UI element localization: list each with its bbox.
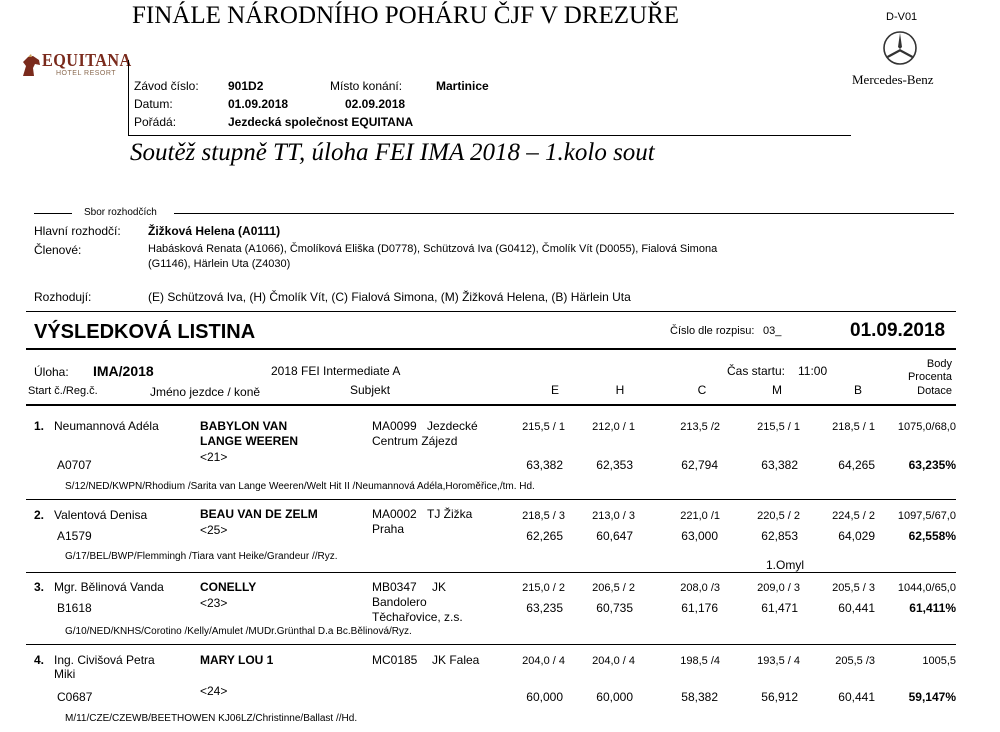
subject-code: MC0185 (372, 653, 418, 667)
score-b: 205,5 /3 (835, 655, 875, 667)
sponsor-name: Mercedes-Benz (852, 72, 934, 87)
percent-c: 58,382 (681, 690, 718, 704)
score-e: 204,0 / 4 (522, 655, 565, 667)
horse-name-line-1: CONELLY (200, 580, 257, 594)
members-line-2: (G1146), Härlein Uta (Z4030) (148, 258, 291, 270)
rider-name-line-2: Miki (54, 667, 76, 681)
zavod-label: Závod číslo: (134, 79, 199, 93)
percent-b: 60,441 (838, 601, 875, 615)
horse-number: <24> (200, 684, 228, 698)
judges-section-label: Sbor rozhodčích (84, 207, 157, 218)
reg-number: C0687 (57, 690, 93, 704)
results-header-rule (26, 404, 956, 406)
col-body-header: Body (926, 358, 952, 370)
total-points: 1005,5 (922, 655, 956, 667)
horse-number: <21> (200, 450, 228, 464)
score-e: 215,5 / 1 (522, 421, 565, 433)
col-start-header: Start č./Reg.č. (28, 385, 98, 397)
final-percent: 63,235% (908, 458, 956, 472)
subject-line-1: JK Falea (432, 653, 480, 667)
row-divider (26, 572, 956, 573)
deciding-judges: (E) Schützová Iva, (H) Čmolík Vít, (C) Fialová Simona, (M) Žižková Helena, (B) Härlein Uta (148, 290, 631, 304)
col-b-header: B (853, 383, 862, 397)
subject-code: MB0347 (372, 580, 417, 594)
chief-judge-label: Hlavní rozhodčí: (34, 224, 121, 238)
rider-name: Valentová Denisa (54, 508, 148, 522)
score-h: 206,5 / 2 (592, 582, 635, 594)
score-e: 218,5 / 3 (522, 510, 565, 522)
misto-label: Místo konání: (330, 79, 403, 93)
score-c: 208,0 /3 (680, 582, 720, 594)
error-note: 1.Omyl (766, 558, 805, 572)
col-subject-header: Subjekt (350, 383, 391, 397)
percent-m: 63,382 (761, 458, 798, 472)
percent-b: 60,441 (838, 690, 875, 704)
percent-e: 62,265 (526, 529, 563, 543)
rozpis-label: Číslo dle rozpisu: (670, 325, 755, 337)
poradatel-label: Pořádá: (134, 115, 177, 129)
rider-name: Mgr. Bělinová Vanda (54, 580, 164, 594)
percent-h: 60,647 (596, 529, 633, 543)
judges-rule-right (174, 213, 954, 214)
score-b: 205,5 / 3 (832, 582, 875, 594)
reg-number: A0707 (57, 458, 92, 472)
percent-c: 61,176 (681, 601, 718, 615)
total-points: 1075,0/68,0 (897, 421, 956, 433)
document-title: FINÁLE NÁRODNÍHO POHÁRU ČJF V DREZUŘE (132, 2, 680, 29)
horse-info: M/11/CZE/CZEWB/BEETHOWEN KJ06LZ/Christinne/Ballast //Hd. (65, 713, 358, 724)
col-c-header: C (697, 383, 707, 397)
horse-name-line-1: BABYLON VAN (200, 419, 288, 433)
col-e-header: E (550, 383, 559, 397)
percent-m: 62,853 (761, 529, 798, 543)
horse-info: G/10/NED/KNHS/Corotino /Kelly/Amulet /MUDr.Grünthal D.a Bc.Bělinová/Ryz. (65, 626, 412, 637)
judges-bottom-rule (26, 311, 956, 312)
horse-name-line-2: LANGE WEEREN (200, 434, 299, 448)
score-b: 224,5 / 2 (832, 510, 875, 522)
percent-e: 63,235 (526, 601, 563, 615)
rider-name: Ing. Civišová Petra (54, 653, 155, 667)
chief-judge: Žižková Helena (A0111) (148, 224, 281, 238)
uloha-code: IMA/2018 (93, 363, 154, 379)
logo-brand: EQUITANA (42, 50, 132, 70)
score-c: 198,5 /4 (680, 655, 720, 667)
col-procenta-header: Procenta (907, 371, 952, 383)
horse-name-line-1: MARY LOU 1 (200, 653, 274, 667)
cas-label: Čas startu: (727, 364, 786, 378)
cas-value: 11:00 (798, 364, 828, 378)
col-h-header: H (615, 383, 625, 397)
score-h: 204,0 / 4 (592, 655, 635, 667)
misto-value: Martinice (436, 79, 489, 93)
subject-code: MA0002 (372, 507, 417, 521)
score-b: 218,5 / 1 (832, 421, 875, 433)
total-points: 1097,5/67,0 (897, 510, 956, 522)
total-points: 1044,0/65,0 (897, 582, 956, 594)
entry-rank: 4. (34, 653, 45, 667)
deciding-label: Rozhodují: (34, 290, 92, 304)
percent-b: 64,265 (838, 458, 875, 472)
score-h: 213,0 / 3 (592, 510, 635, 522)
percent-h: 60,735 (596, 601, 633, 615)
datum-label: Datum: (134, 97, 173, 111)
percent-h: 60,000 (596, 690, 633, 704)
col-dotace-header: Dotace (917, 385, 952, 397)
members-label: Členové: (34, 243, 82, 257)
rider-name: Neumannová Adéla (54, 419, 159, 433)
subject-code: MA0099 (372, 419, 417, 433)
horse-number: <23> (200, 596, 228, 610)
subject-line-1: JK (432, 580, 447, 594)
members-line-1: Habásková Renata (A1066), Čmolíková Eliška (D0778), Schützová Iva (G0412), Čmolík Vít (D0055), Fialová Simona (148, 243, 718, 255)
subject-line-1: Jezdecké (427, 419, 478, 433)
horse-name-line-1: BEAU VAN DE ZELM (200, 507, 318, 521)
subject-line-2: Praha (372, 522, 405, 536)
document-code: D-V01 (886, 11, 918, 23)
score-m: 193,5 / 4 (757, 655, 800, 667)
results-date: 01.09.2018 (850, 320, 946, 341)
percent-m: 56,912 (761, 690, 798, 704)
mercedes-star-icon (882, 30, 918, 66)
subject-line-3: Těchařovice, z.s. (372, 610, 463, 624)
subject-line-1: TJ Žižka (427, 507, 473, 521)
logo-tagline: HOTEL RESORT (56, 70, 117, 77)
horse-number: <25> (200, 523, 228, 537)
score-c: 213,5 /2 (680, 421, 720, 433)
poradatel-value: Jezdecká společnost EQUITANA (228, 115, 414, 129)
score-h: 212,0 / 1 (592, 421, 635, 433)
zavod-number: 901D2 (228, 79, 264, 93)
score-e: 215,0 / 2 (522, 582, 565, 594)
judges-rule-left (34, 213, 72, 214)
score-m: 215,5 / 1 (757, 421, 800, 433)
row-divider (26, 644, 956, 645)
datum-to: 02.09.2018 (345, 97, 406, 111)
col-m-header: M (772, 383, 782, 397)
col-name-header: Jméno jezdce / koně (150, 385, 261, 399)
entry-rank: 3. (34, 580, 45, 594)
percent-h: 62,353 (596, 458, 633, 472)
horse-info: S/12/NED/KWPN/Rhodium /Sarita van Lange Weeren/Welt Hit II /Neumannová Adéla,Horoměřice,/tm. Hd. (65, 481, 535, 492)
percent-e: 60,000 (526, 690, 563, 704)
equitana-logo (20, 50, 132, 86)
score-c: 221,0 /1 (680, 510, 720, 522)
reg-number: B1618 (57, 601, 92, 615)
horse-info: G/17/BEL/BWP/Flemmingh /Tiara vant Heike/Grandeur //Ryz. (65, 551, 338, 562)
score-m: 220,5 / 2 (757, 510, 800, 522)
rozpis-number: 03_ (763, 325, 782, 337)
row-divider (26, 499, 956, 500)
results-heading-rule (26, 348, 956, 350)
final-percent: 59,147% (908, 690, 956, 704)
reg-number: A1579 (57, 529, 92, 543)
percent-m: 61,471 (761, 601, 798, 615)
results-heading: VÝSLEDKOVÁ LISTINA (34, 321, 256, 343)
subject-line-2: Bandolero (372, 595, 427, 609)
percent-c: 63,000 (681, 529, 718, 543)
percent-b: 64,029 (838, 529, 875, 543)
subject-line-2: Centrum Zájezd (372, 434, 458, 448)
final-percent: 61,411% (909, 601, 956, 615)
datum-from: 01.09.2018 (228, 97, 289, 111)
horse-head-icon (20, 54, 42, 78)
entry-rank: 1. (34, 419, 45, 433)
entry-rank: 2. (34, 508, 45, 522)
score-m: 209,0 / 3 (757, 582, 800, 594)
competition-title: Soutěž stupně TT, úloha FEI IMA 2018 – 1.kolo sout (130, 139, 655, 166)
final-percent: 62,558% (908, 529, 956, 543)
percent-e: 63,382 (526, 458, 563, 472)
percent-c: 62,794 (681, 458, 718, 472)
uloha-label: Úloha: (34, 365, 69, 379)
uloha-name: 2018 FEI Intermediate A (271, 364, 401, 378)
